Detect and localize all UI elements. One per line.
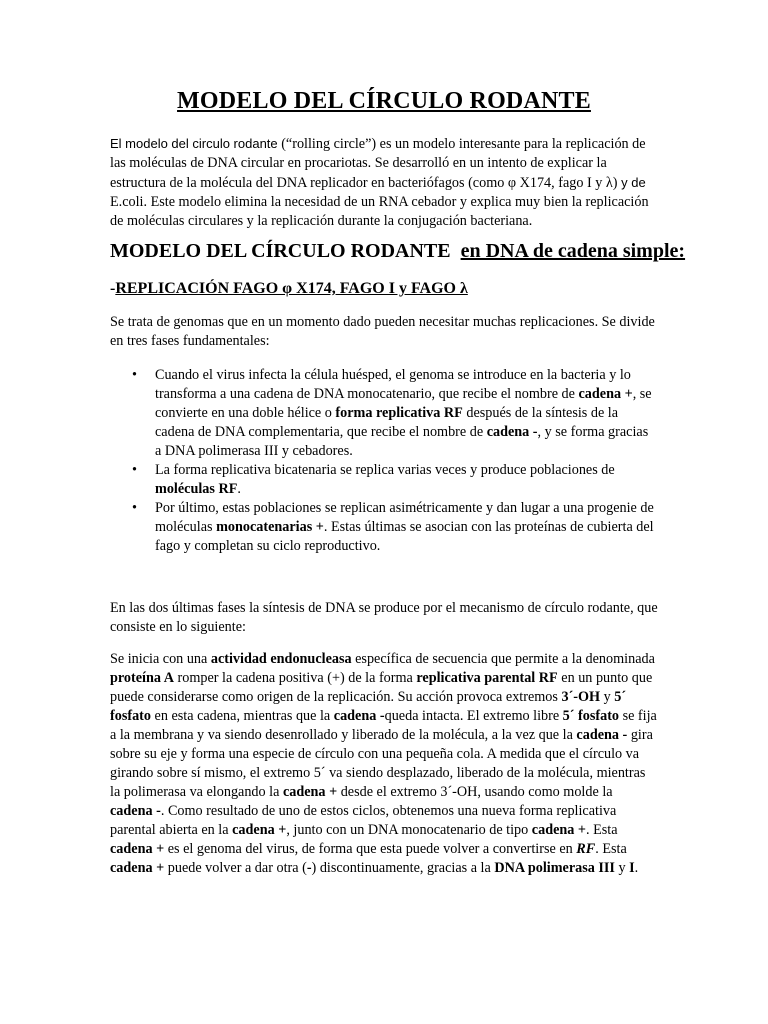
bullet-text: La forma replicativa bicatenaria se replica varias veces y produce poblaciones de xyxy=(155,462,615,478)
intro-text-2: E.coli. Este modelo elimina la necesidad de un RNA cebador y explica muy bien la replicación de moléculas circulares y la replicación durante la conjugación bacteriana. xyxy=(110,194,649,229)
text-run: y xyxy=(600,689,615,705)
text-run: . Como resultado de uno de estos ciclos, obtenemos una nueva forma replicativa parental abierta en la xyxy=(110,803,617,838)
text-run: gira sobre su eje y forma una especie de círculo con una pequeña cola. A medida que el círculo va girando sobre sí mismo, el extremo 5´ va siendo desplazado, liberado de la molécula, mientras la polimerasa va elongando la xyxy=(110,727,653,800)
bold-term: actividad endonucleasa xyxy=(210,651,352,667)
text-run: Se inicia con una xyxy=(110,651,211,667)
intro-term: El modelo del circulo rodante xyxy=(110,136,278,151)
bullet-text: . xyxy=(237,481,241,497)
bullet-bold: moléculas RF xyxy=(155,481,238,497)
bold-term: cadena + xyxy=(282,784,338,800)
intro-text-1: (“rolling circle”) es un modelo interesante para la replicación de las moléculas de DNA circular en procariotas. Se desarrolló en un intento de explicar la estructura de la molécula del DNA replicador en bacteriófagos (como φ X174, fago I y λ) xyxy=(110,136,646,191)
bullet-text: , se convierte en una doble hélice o xyxy=(155,386,652,421)
bold-term: cadena + xyxy=(531,822,586,838)
subheading-prefix: - xyxy=(110,280,116,297)
bullet-text: Cuando el virus infecta la célula huésped, el genoma se introduce en la bacteria y lo transforma a una cadena de DNA monocatenario, que recibe el nombre de xyxy=(155,367,631,402)
bullet-bold: monocatenarias + xyxy=(216,519,324,535)
bullet-icon: • xyxy=(132,367,137,383)
intro-sans-text: y de xyxy=(617,175,646,190)
phase-list xyxy=(110,366,658,556)
bold-italic-term: RF xyxy=(576,841,596,857)
bold-term: cadena - xyxy=(576,727,628,743)
bullet-text: . Estas últimas se asocian con las proteínas de cubierta del fago y completan su ciclo reproductivo. xyxy=(155,519,654,554)
paragraph-3 xyxy=(110,650,658,878)
bold-term: - xyxy=(306,860,312,876)
bullet-icon: • xyxy=(132,500,137,516)
text-run: . xyxy=(634,860,639,876)
text-run: en un punto que puede considerarse como origen de la replicación. Su acción provoca extremos xyxy=(110,670,653,705)
text-run: específica de secuencia que permite a la denominada xyxy=(351,651,655,667)
page-title: MODELO DEL CÍRCULO RODANTE xyxy=(177,88,591,114)
bold-term: 3´-OH xyxy=(561,689,601,705)
bold-term: cadena - xyxy=(333,708,385,724)
bold-term: 5´ fosfato xyxy=(110,689,627,724)
text-run: . Esta xyxy=(595,841,627,857)
text-run: y xyxy=(614,860,630,876)
text-run: romper la cadena positiva (+) de la forma xyxy=(173,670,417,686)
paragraph-1: Se trata de genomas que en un momento dado pueden necesitar muchas replicaciones. Se divide en tres fases fundamentales: xyxy=(110,314,655,349)
section-heading xyxy=(110,240,685,263)
bold-term: replicativa parental RF xyxy=(416,670,558,686)
text-run: es el genoma del virus, de forma que esta puede volver a convertirse en xyxy=(164,841,577,857)
list-item xyxy=(110,461,658,499)
bullet-text: Por último, estas poblaciones se replican asimétricamente y dan lugar a una progenie de moléculas xyxy=(155,500,654,535)
text-run: ) discontinuamente, gracias a la xyxy=(311,860,495,876)
subheading xyxy=(110,280,468,298)
bold-term: DNA polimerasa III xyxy=(494,860,615,876)
paragraph-2: En las dos últimas fases la síntesis de DNA se produce por el mecanismo de círculo rodante, que consiste en lo siguiente: xyxy=(110,600,658,635)
bullet-text: después de la síntesis de la cadena de DNA complementaria, que recibe el nombre de xyxy=(155,405,619,440)
bold-term: cadena - xyxy=(110,803,161,819)
text-run: en esta cadena, mientras que la xyxy=(150,708,334,724)
bullet-bold: cadena - xyxy=(486,424,538,440)
subheading-underlined: REPLICACIÓN FAGO φ X174, FAGO I y FAGO λ xyxy=(115,280,468,297)
bold-term: proteína A xyxy=(110,670,174,686)
intro-paragraph xyxy=(110,134,658,231)
text-run: , junto con un DNA monocatenario de tipo xyxy=(286,822,532,838)
bold-term: I xyxy=(629,860,635,876)
list-item xyxy=(110,499,658,556)
bold-term: cadena + xyxy=(110,860,165,876)
bullet-bold: forma replicativa RF xyxy=(335,405,463,421)
text-run: desde el extremo 3´-OH, usando como molde la xyxy=(337,784,613,800)
section-heading-underlined: en DNA de cadena simple: xyxy=(460,240,686,262)
bullet-icon: • xyxy=(132,462,137,478)
text-run: se fija a la membrana y va siendo desenrollado y liberado de la molécula, a la vez que la xyxy=(110,708,657,743)
section-heading-main: MODELO DEL CÍRCULO RODANTE xyxy=(110,240,451,262)
bold-term: cadena + xyxy=(232,822,287,838)
bold-term: 5´ fosfato xyxy=(562,708,620,724)
bullet-text: , y se forma gracias a DNA polimerasa III y cebadores. xyxy=(155,424,649,459)
bold-term: cadena + xyxy=(110,841,165,857)
text-run: . Esta xyxy=(586,822,618,838)
list-item xyxy=(110,366,658,461)
bullet-bold: cadena + xyxy=(578,386,633,402)
text-run: queda intacta. El extremo libre xyxy=(384,708,563,724)
text-run: puede volver a dar otra ( xyxy=(164,860,307,876)
